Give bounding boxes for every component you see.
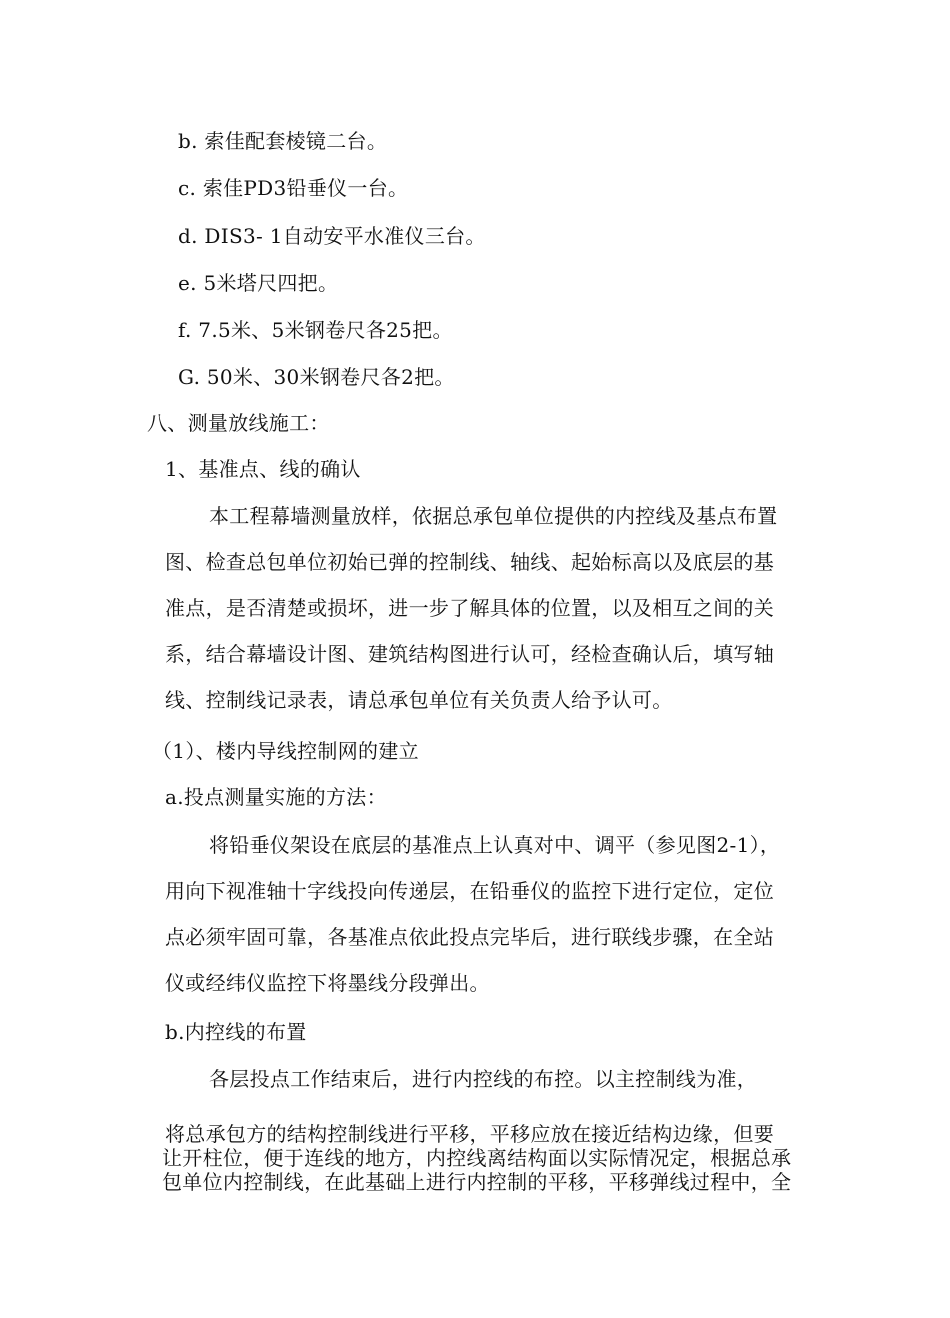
equipment-item-f: f. 7.5米、5米钢卷尺各25把。 [178, 318, 453, 342]
equipment-item-d: d. DIS3- 1自动安平水准仪三台。 [178, 224, 486, 248]
equipment-item-g: G. 50米、30米钢卷尺各2把。 [178, 365, 455, 389]
paragraph-line: 包单位内控制线，在此基础上进行内控制的平移，平移弹线过程中，全 [162, 1170, 792, 1194]
paragraph-line: 线、控制线记录表，请总承包单位有关负责人给予认可。 [165, 688, 673, 712]
subsection-heading-1-1: （1）、楼内导线控制网的建立 [152, 739, 419, 763]
paragraph-line: 本工程幕墙测量放样，依据总承包单位提供的内控线及基点布置 [209, 504, 778, 528]
paragraph-line: 准点，是否清楚或损坏，进一步了解具体的位置，以及相互之间的关 [165, 596, 774, 620]
equipment-item-b: b. 索佳配套棱镜二台。 [178, 129, 388, 153]
paragraph-control-line-intro: 各层投点工作结束后，进行内控线的布控。以主控制线为准， [209, 1067, 758, 1091]
equipment-item-e: e. 5米塔尺四把。 [178, 271, 339, 295]
paragraph-line: 用向下视准轴十字线投向传递层，在铅垂仪的监控下进行定位，定位 [165, 879, 774, 903]
section-heading: 八、测量放线施工： [147, 411, 330, 435]
paragraph-line: 让开柱位，便于连线的地方，内控线离结构面以实际情况定，根据总承 [162, 1146, 792, 1170]
paragraph-baseline-confirmation [165, 493, 777, 723]
item-b-heading: b.内控线的布置 [165, 1020, 307, 1044]
paragraph-line: 点必须牢固可靠，各基准点依此投点完毕后，进行联线步骤，在全站 [165, 925, 774, 949]
paragraph-line: 图、检查总包单位初始已弹的控制线、轴线、起始标高以及底层的基 [165, 550, 774, 574]
paragraph-plumb-method [165, 822, 780, 1006]
paragraph-line: 仪或经纬仪监控下将墨线分段弹出。 [165, 971, 490, 995]
item-a-heading: a.投点测量实施的方法： [165, 785, 387, 809]
paragraph-line: 将铅垂仪架设在底层的基准点上认真对中、调平（参见图2-1）， [209, 833, 781, 857]
subsection-heading-1: 1、基准点、线的确认 [165, 457, 361, 481]
paragraph-line: 系，结合幕墙设计图、建筑结构图进行认可，经检查确认后，填写轴 [165, 642, 774, 666]
paragraph-line: 将总承包方的结构控制线进行平移，平移应放在接近结构边缘，但要 [165, 1122, 774, 1146]
equipment-item-c: c. 索佳PD3铅垂仪一台。 [178, 176, 409, 200]
paragraph-control-line-layout [162, 1122, 792, 1194]
